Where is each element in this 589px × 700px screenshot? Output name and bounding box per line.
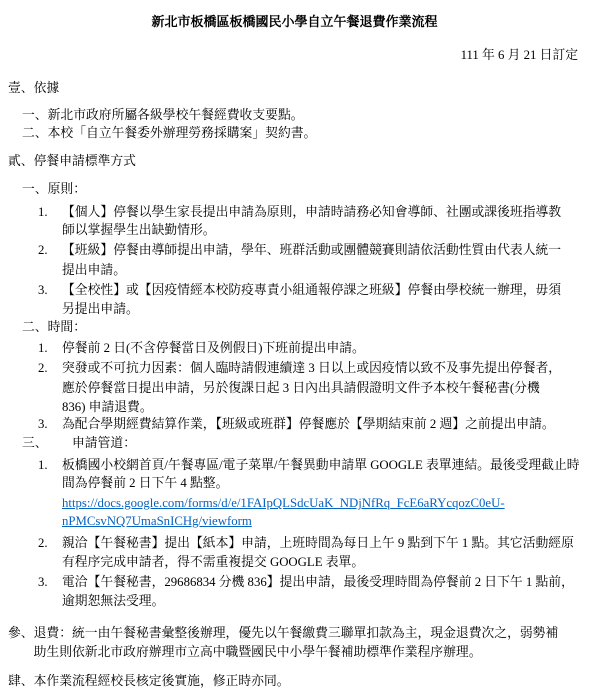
item-line: 逾期恕無法受理。 (62, 594, 165, 608)
subsection-heading: 一、原則： (22, 182, 86, 196)
item-line: 親洽【午餐秘書】提出【紙本】申請，上班時間為每日上午 9 點到下午 1 點。其它活動經原 (62, 536, 574, 550)
item-line: 有程序完成申請者，得不需重複提交 GOOGLE 表單。 (62, 555, 365, 569)
item-line: 停餐前 2 日(不含停餐當日及例假日)下班前提出申請。 (62, 341, 365, 355)
item-number: 3. (38, 575, 48, 589)
item-line: 【全校性】或【因疫情經本校防疫專責小組通報停課之班級】停餐由學校統一辦理，毋須 (62, 283, 562, 297)
section-text: 退費：統一由午餐秘書彙整後辦理，優先以午餐繳費三聯單扣款為主，現金退費次之，弱勢補 (33, 626, 559, 640)
document-title: 新北市板橋區板橋國民小學自立午餐退費作業流程 (151, 14, 438, 29)
item-line: 【班級】停餐由導師提出申請，學年、班群活動或團體競賽則請依活動性質由代表人統一 (62, 243, 562, 257)
section-line: 助生則依新北市政府辦理市立高中職暨國民中小學午餐補助標準作業程序辦理。 (33, 645, 482, 659)
basis-item: 二、本校「自立午餐委外辦理勞務採購案」契約書。 (22, 126, 317, 140)
basis-item: 一、新北市政府所屬各級學校午餐經費收支要點。 (22, 108, 304, 122)
section-text: 本作業流程經校長核定後實施，修正時亦同。 (33, 674, 290, 688)
item-line: 【個人】停餐以學生家長提出申請為原則，申請時請務必知會導師、社團或課後班指導教 (62, 205, 562, 219)
section-heading: 貳、停餐申請標準方式 (8, 154, 136, 168)
section-line (8, 673, 290, 689)
item-line: 836) 申請退費。 (62, 400, 153, 414)
item-line: 提出申請。 (62, 263, 126, 277)
item-number: 2. (38, 243, 48, 257)
section-heading: 壹、依據 (8, 81, 60, 95)
section-marker: 肆、 (8, 674, 34, 688)
item-number: 2. (38, 361, 48, 375)
item-line: 間為停餐前 2 日下午 4 點整。 (62, 476, 229, 490)
section-marker: 參、 (8, 626, 34, 640)
subsection-heading: 二、時間： (22, 320, 86, 334)
item-line: 突發或不可抗力因素：個人臨時請假連續達 3 日以上或因疫情以致不及事先提出停餐者， (62, 361, 562, 375)
item-number: 1. (38, 458, 48, 472)
subsection-marker: 三、 (22, 436, 48, 450)
item-line: 板橋國小校網首頁/午餐專區/電子菜單/午餐異動申請單 GOOGLE 表單連結。最後受理截止時 (62, 458, 580, 472)
item-number: 1. (38, 205, 48, 219)
item-number: 3. (38, 283, 48, 297)
item-line: 為配合學期經費結算作業，【班級或班群】停餐應於【學期結束前 2 週】之前提出申請。 (62, 417, 555, 431)
item-number: 3. (38, 417, 48, 431)
item-number: 1. (38, 341, 48, 355)
section-line (8, 625, 558, 641)
google-form-link-line[interactable]: https://docs.google.com/forms/d/e/1FAIpQLSdcUaK_NDjNfRq_FcE6aRYcqozC0eU- (62, 496, 505, 510)
item-line: 應於停餐當日提出申請，另於復課日起 3 日內出具請假證明文件予本校午餐秘書(分機 (62, 381, 540, 395)
item-line: 師以掌握學生出缺勤情形。 (62, 223, 216, 237)
google-form-link-line[interactable]: nPMCsvNQ7UmaSnICHg/viewform (62, 514, 252, 528)
enacted-date: 111 年 6 月 21 日訂定 (460, 48, 578, 62)
item-line: 另提出申請。 (62, 302, 139, 316)
subsection-heading: 申請管道： (72, 436, 136, 450)
item-number: 2. (38, 536, 48, 550)
item-line: 電洽【午餐秘書，29686834 分機 836】提出申請，最後受理時間為停餐前 2 日下午 1 點前， (62, 575, 574, 589)
